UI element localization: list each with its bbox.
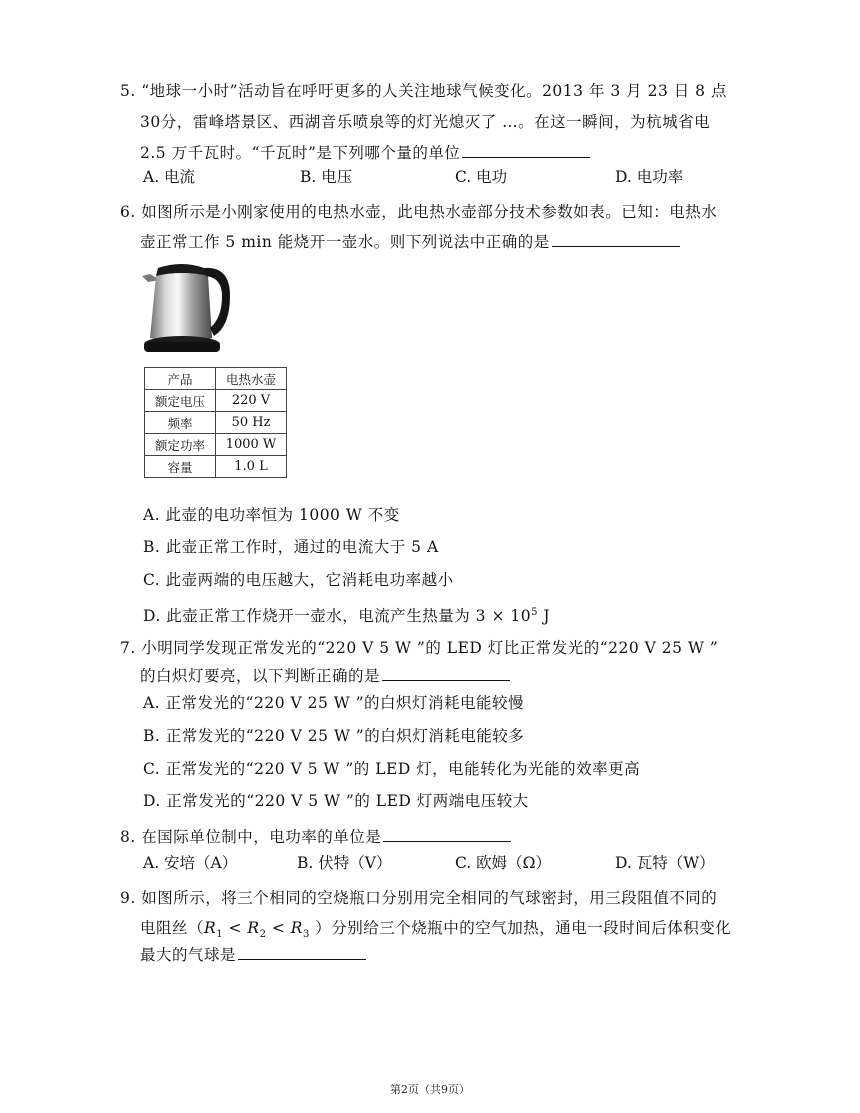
electric-kettle-image bbox=[138, 256, 234, 358]
q5-options bbox=[0, 166, 860, 188]
q7-line1: 7. 小明同学发现正常发光的“220 V 5 W ”的 LED 灯比正常发光的“220 V 25 W ” bbox=[120, 639, 719, 657]
spec-value: 1000 W bbox=[216, 434, 287, 456]
table-row bbox=[145, 368, 287, 390]
q7-option-b: B. 正常发光的“220 V 25 W ”的白炽灯消耗电能较多 bbox=[143, 727, 525, 745]
q7-option-d: D. 正常发光的“220 V 5 W ”的 LED 灯两端电压较大 bbox=[143, 792, 529, 810]
spec-key: 额定功率 bbox=[145, 434, 216, 456]
subscript-1: 1 bbox=[216, 929, 224, 941]
spec-key: 产品 bbox=[145, 368, 216, 390]
answer-blank bbox=[552, 232, 680, 247]
q9-line3-text: 最大的气球是 bbox=[140, 946, 237, 964]
table-row bbox=[145, 434, 287, 456]
answer-blank bbox=[462, 143, 590, 158]
spec-key: 容量 bbox=[145, 456, 216, 478]
kettle-spec-table bbox=[144, 367, 287, 478]
q6-option-a: A. 此壶的电功率恒为 1000 W 不变 bbox=[143, 506, 400, 524]
q8-option-d: D. 瓦特（W） bbox=[615, 854, 715, 872]
q9-line2-suffix: ）分别给三个烧瓶中的空气加热，通电一段时间后体积变化 bbox=[309, 919, 732, 937]
r-symbol: R bbox=[290, 919, 303, 937]
resistor-r1 bbox=[204, 919, 216, 937]
spec-value: 电热水壶 bbox=[216, 368, 287, 390]
subscript-3: 3 bbox=[302, 929, 310, 941]
q6-option-d-text: D. 此壶正常工作烧开一壶水，电流产生热量为 3 × 10 bbox=[143, 607, 532, 626]
q5-line1: 5. “地球一小时”活动旨在呼吁更多的人关注地球气候变化。2013 年 3 月 23 日 8 点 bbox=[120, 82, 727, 100]
spec-value: 220 V bbox=[216, 390, 287, 412]
resistor-r2 bbox=[247, 919, 259, 937]
q6-line1: 6. 如图所示是小刚家使用的电热水壶，此电热水壶部分技术参数如表。已知：电热水 bbox=[120, 203, 718, 221]
q9-line1: 9. 如图所示，将三个相同的空烧瓶口分别用完全相同的气球密封，用三段阻值不同的 bbox=[120, 889, 718, 907]
q6-option-c: C. 此壶两端的电压越大，它消耗电功率越小 bbox=[143, 571, 454, 589]
unit-joule: J bbox=[537, 607, 551, 626]
r-symbol: R bbox=[247, 919, 260, 937]
q8-option-b: B. 伏特（V） bbox=[297, 854, 392, 872]
q7-option-c: C. 正常发光的“220 V 5 W ”的 LED 灯，电能转化为光能的效率更高 bbox=[143, 760, 641, 778]
q9-line2-prefix: 电阻丝（ bbox=[140, 919, 205, 937]
subscript-2: 2 bbox=[259, 929, 267, 941]
less-than: < bbox=[266, 919, 291, 937]
q5-option-b: B. 电压 bbox=[300, 168, 353, 186]
spec-key: 额定电压 bbox=[145, 390, 216, 412]
q8-option-a: A. 安培（A） bbox=[143, 854, 238, 872]
table-row bbox=[145, 390, 287, 412]
q5-option-c: C. 电功 bbox=[455, 168, 508, 186]
q5-option-a: A. 电流 bbox=[143, 168, 196, 186]
q6-option-b: B. 此壶正常工作时，通过的电流大于 5 A bbox=[143, 538, 439, 556]
q6-option-d bbox=[143, 602, 550, 627]
q5-option-d: D. 电功率 bbox=[615, 168, 684, 186]
resistor-r3 bbox=[291, 919, 303, 937]
q9-line2 bbox=[140, 917, 731, 946]
q5-line3 bbox=[140, 142, 590, 164]
spec-key: 频率 bbox=[145, 412, 216, 434]
answer-blank bbox=[238, 945, 366, 960]
q8-option-c: C. 欧姆（Ω） bbox=[455, 854, 552, 872]
q5-line3-text: 2.5 万千瓦时。“千瓦时”是下列哪个量的单位 bbox=[140, 144, 461, 162]
q7-line2-text: 的白炽灯要亮，以下判断正确的是 bbox=[140, 667, 381, 685]
spec-value: 1.0 L bbox=[216, 456, 287, 478]
page-footer: 第2页（共9页） bbox=[390, 1083, 470, 1096]
less-than: < bbox=[223, 919, 248, 937]
q7-line2 bbox=[140, 665, 510, 687]
q6-line2-text: 壶正常工作 5 min 能烧开一壶水。则下列说法中正确的是 bbox=[140, 233, 550, 251]
table-row bbox=[145, 456, 287, 478]
exponent: 5 bbox=[531, 607, 538, 618]
table-row bbox=[145, 412, 287, 434]
q8-line1-text: 8. 在国际单位制中，电功率的单位是 bbox=[120, 828, 382, 846]
q7-option-a: A. 正常发光的“220 V 25 W ”的白炽灯消耗电能较慢 bbox=[143, 694, 525, 712]
q5-line2: 30分，雷峰塔景区、西湖音乐喷泉等的灯光熄灭了 …。在这一瞬间，为杭城省电 bbox=[140, 113, 711, 131]
q9-line3 bbox=[140, 944, 366, 966]
spec-value: 50 Hz bbox=[216, 412, 287, 434]
answer-blank bbox=[383, 827, 511, 842]
q8-options bbox=[0, 852, 860, 874]
r-symbol: R bbox=[204, 919, 217, 937]
q8-line1 bbox=[120, 826, 511, 848]
q6-line2 bbox=[140, 231, 680, 253]
answer-blank bbox=[382, 666, 510, 681]
